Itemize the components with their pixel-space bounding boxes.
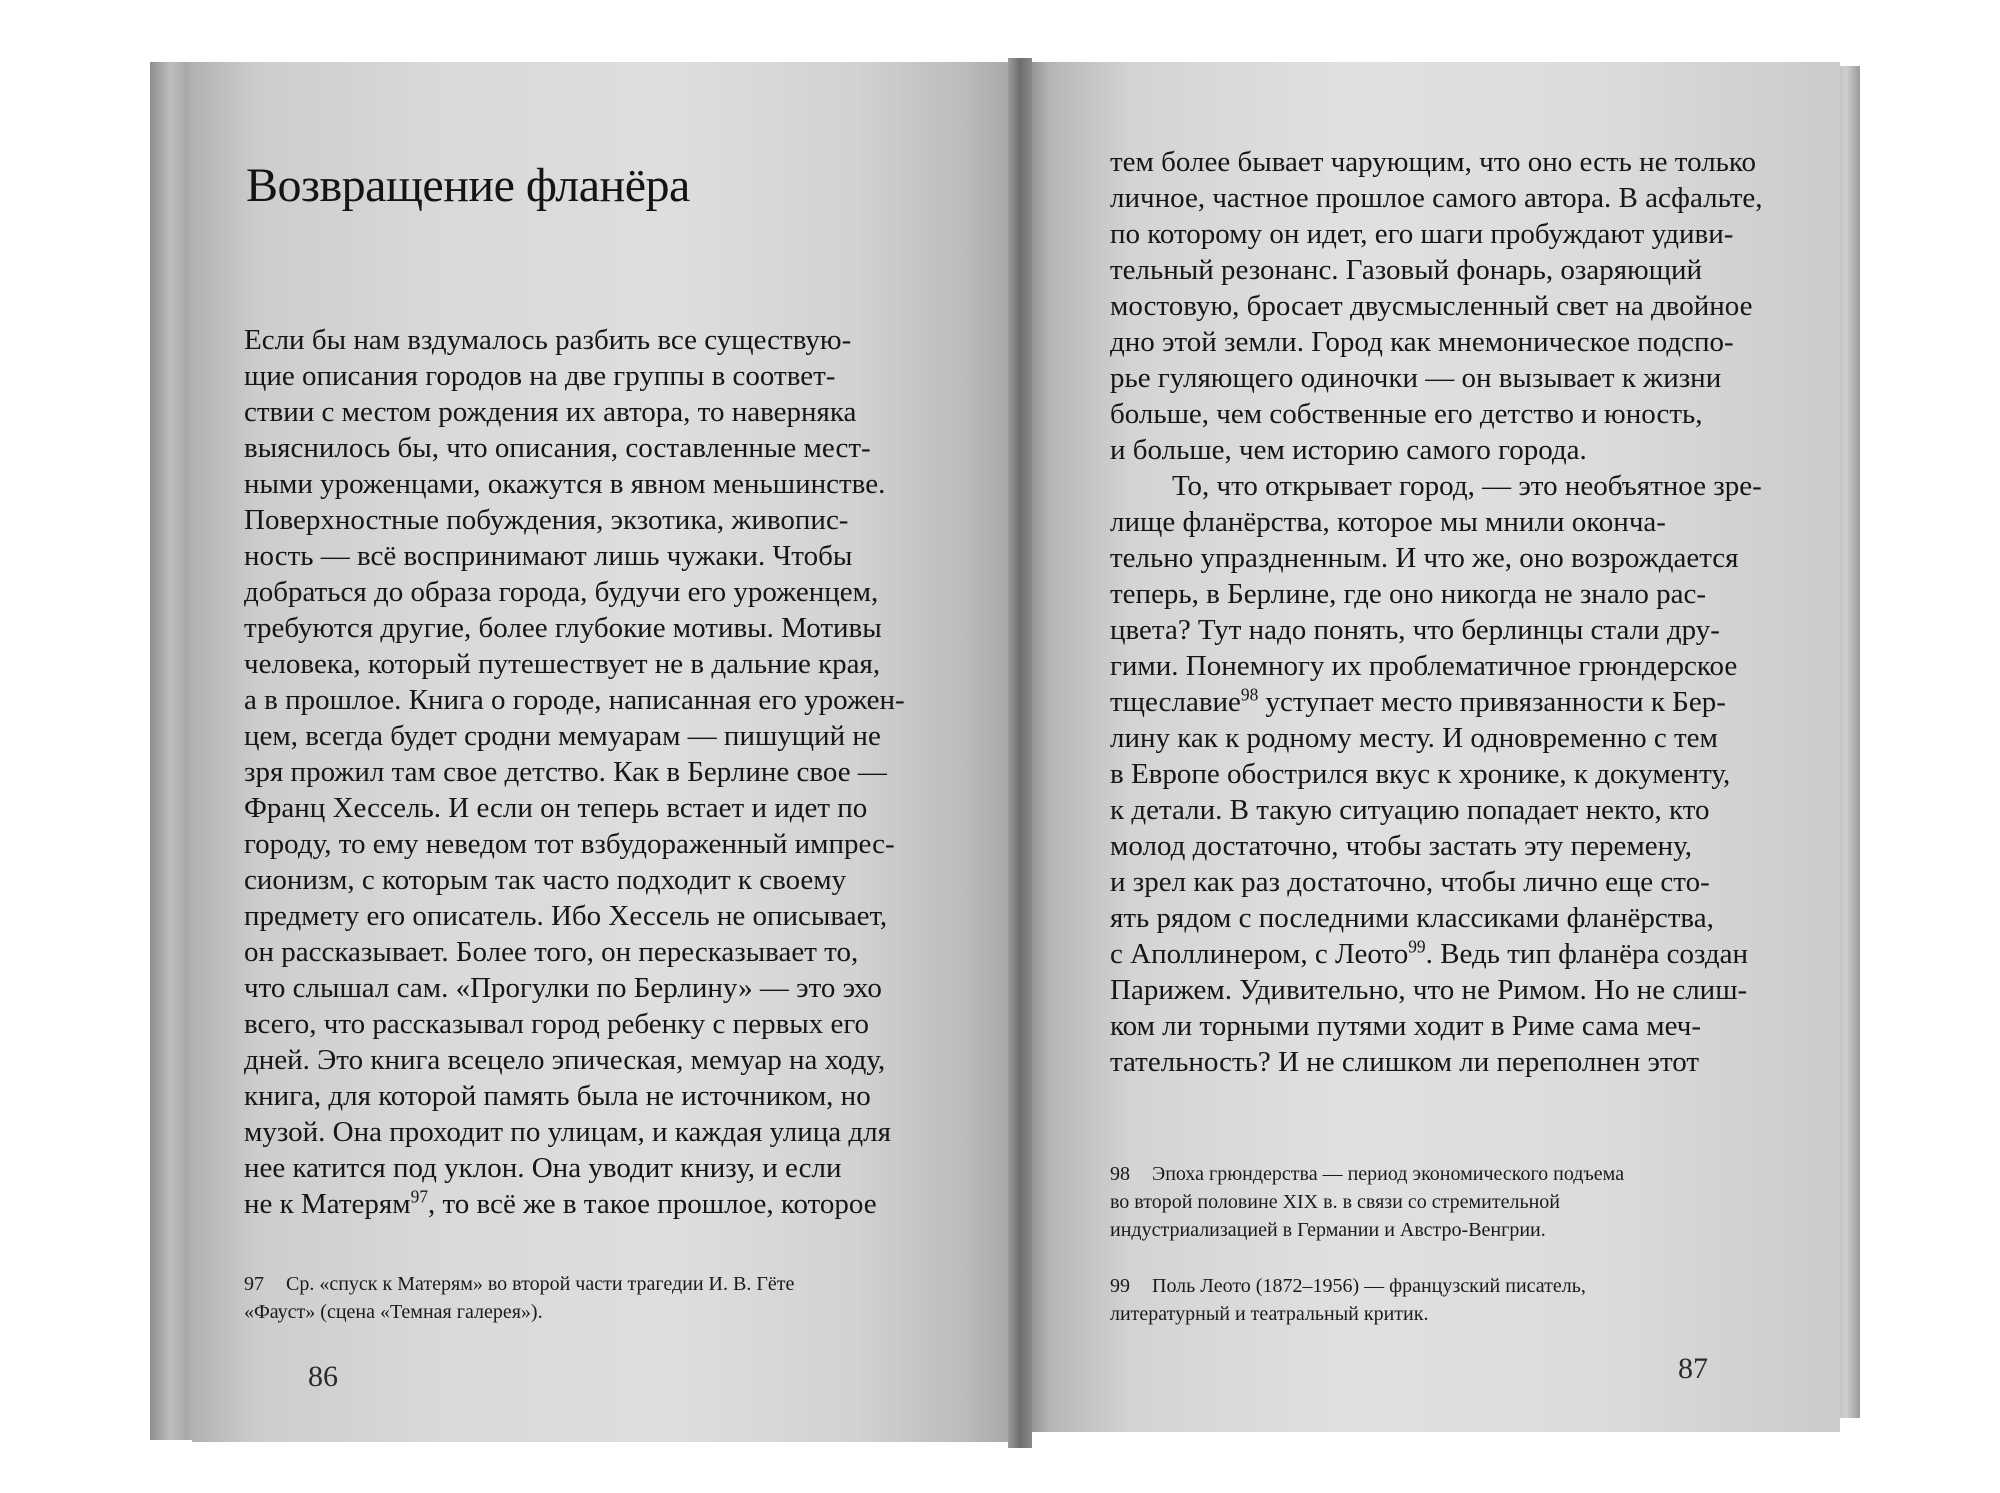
chapter-title: Возвращение фланёра — [246, 159, 690, 212]
text-fragment: с Аполлинером, с Леото — [1110, 938, 1409, 970]
footnote-text: Поль Леото (1872–1956) — французский писатель, — [1152, 1275, 1586, 1297]
text-fragment: уступает место привязанности к Бер- — [1258, 686, 1726, 718]
footnote-97 — [244, 1270, 794, 1326]
left-body-text — [244, 322, 905, 1222]
text-line: дней. Это книга всецело эпическая, мемуар на ходу, — [244, 1044, 886, 1076]
text-line: ность — всё воспринимают лишь чужаки. Чтобы — [244, 540, 853, 572]
text-line: гими. Понемногу их проблематичное грюндерское — [1110, 650, 1738, 682]
footnote-number: 97 — [244, 1273, 264, 1295]
text-line: тательность? И не слишком ли переполнен этот — [1110, 1046, 1700, 1078]
text-line: в Европе обострился вкус к хронике, к документу, — [1110, 758, 1731, 790]
text-line: щие описания городов на две группы в соответ- — [244, 360, 836, 392]
text-line: всего, что рассказывал город ребенку с первых его — [244, 1008, 870, 1040]
footnote-98 — [1110, 1160, 1624, 1244]
right-page — [1018, 62, 1840, 1432]
page-number-right: 87 — [1678, 1352, 1708, 1385]
book-spine — [1008, 58, 1032, 1448]
footnote-text: во второй половине XIX в. в связи со стремительной — [1110, 1191, 1560, 1213]
text-line: ком ли торными путями ходит в Риме сама меч- — [1110, 1010, 1702, 1042]
text-line: зря прожил там свое детство. Как в Берлине свое — — [244, 756, 887, 788]
page-number-left: 86 — [308, 1360, 338, 1393]
text-line-with-footnote-ref — [1110, 684, 1763, 720]
left-page — [192, 62, 1022, 1442]
footnote-ref-99: 99 — [1408, 936, 1426, 957]
text-line: выяснилось бы, что описания, составленные мест- — [244, 432, 871, 464]
footnote-text: индустриализацией в Германии и Австро-Венгрии. — [1110, 1219, 1546, 1241]
text-line: добраться до образа города, будучи его уроженцем, — [244, 576, 879, 608]
text-line: и больше, чем историю самого города. — [1110, 434, 1587, 466]
text-line: Поверхностные побуждения, экзотика, живопис- — [244, 504, 849, 536]
text-line: Франц Хессель. И если он теперь встает и идет по — [244, 792, 868, 824]
footnote-text: Ср. «спуск к Матерям» во второй части трагедии И. В. Гёте — [286, 1273, 795, 1295]
text-line: нее катится под уклон. Она уводит книзу, и если — [244, 1152, 842, 1184]
text-line: что слышал сам. «Прогулки по Берлину» — это эхо — [244, 972, 882, 1004]
text-fragment: не к Матерям — [244, 1188, 411, 1220]
text-line: и зрел как раз достаточно, чтобы лично еще сто- — [1110, 866, 1710, 898]
text-fragment: тщеславие — [1110, 686, 1241, 718]
footnote-text: «Фауст» (сцена «Темная галерея»). — [244, 1301, 543, 1323]
footnote-text: литературный и театральный критик. — [1110, 1303, 1429, 1325]
text-line: цем, всегда будет сродни мемуарам — пишущий не — [244, 720, 881, 752]
footnote-text: Эпоха грюндерства — период экономического подъема — [1152, 1163, 1625, 1185]
text-line: мостовую, бросает двусмысленный свет на двойное — [1110, 290, 1753, 322]
text-line: человека, который путешествует не в дальние края, — [244, 648, 881, 680]
text-fragment: , то всё же в такое прошлое, которое — [428, 1188, 877, 1220]
footnote-number: 98 — [1110, 1163, 1130, 1185]
text-line: рье гуляющего одиночки — он вызывает к жизни — [1110, 362, 1722, 394]
text-line: теперь, в Берлине, где оно никогда не знало рас- — [1110, 578, 1707, 610]
text-line: городу, то ему неведом тот взбудораженный импрес- — [244, 828, 895, 860]
text-line: молод достаточно, чтобы застать эту перемену, — [1110, 830, 1692, 862]
text-line: лище фланёрства, которое мы мнили оконча- — [1110, 506, 1666, 538]
text-line: по которому он идет, его шаги пробуждают удиви- — [1110, 218, 1734, 250]
text-line: сионизм, с которым так часто подходит к своему — [244, 864, 847, 896]
paragraph-start-line: То, что открывает город, — это необъятное зре- — [1172, 470, 1762, 502]
footnote-ref-97: 97 — [410, 1186, 429, 1207]
text-line: цвета? Тут надо понять, что берлинцы стали дру- — [1110, 614, 1720, 646]
text-line: книга, для которой память была не источником, но — [244, 1080, 871, 1112]
text-fragment: . Ведь тип фланёра создан — [1425, 938, 1749, 970]
text-line: дно этой земли. Город как мнемоническое подспо- — [1110, 326, 1734, 358]
text-line: ствии с местом рождения их автора, то наверняка — [244, 396, 857, 428]
text-line: Парижем. Удивительно, что не Римом. Но не слиш- — [1110, 974, 1748, 1006]
text-line: тельно упраздненным. И что же, оно возрождается — [1110, 542, 1739, 574]
text-line: личное, частное прошлое самого автора. В асфальте, — [1110, 182, 1763, 214]
text-line: тем более бывает чарующим, что оно есть не только — [1110, 146, 1757, 178]
footnote-ref-98: 98 — [1240, 684, 1259, 705]
text-line: больше, чем собственные его детство и юность, — [1110, 398, 1703, 430]
text-line: музой. Она проходит по улицам, и каждая улица для — [244, 1116, 891, 1148]
right-body-text — [1110, 144, 1763, 1080]
footnote-99 — [1110, 1272, 1586, 1328]
text-line: он рассказывает. Более того, он пересказывает то, — [244, 936, 859, 968]
text-line: ять рядом с последними классиками фланёрства, — [1110, 902, 1714, 934]
text-line: к детали. В такую ситуацию попадает некто, кто — [1110, 794, 1710, 826]
text-line: тельный резонанс. Газовый фонарь, озаряющий — [1110, 254, 1703, 286]
text-line: ными уроженцами, окажутся в явном меньшинстве. — [244, 468, 886, 500]
text-line: лину как к родному месту. И одновременно с тем — [1110, 722, 1718, 754]
text-line-with-footnote-ref — [1110, 936, 1763, 972]
text-line: а в прошлое. Книга о городе, написанная его урожен- — [244, 684, 905, 716]
text-line: предмету его описатель. Ибо Хессель не описывает, — [244, 900, 888, 932]
footnote-number: 99 — [1110, 1275, 1130, 1297]
text-line-with-footnote-ref — [244, 1186, 905, 1222]
text-line: требуются другие, более глубокие мотивы. Мотивы — [244, 612, 882, 644]
text-line: Если бы нам вздумалось разбить все существую- — [244, 324, 852, 356]
